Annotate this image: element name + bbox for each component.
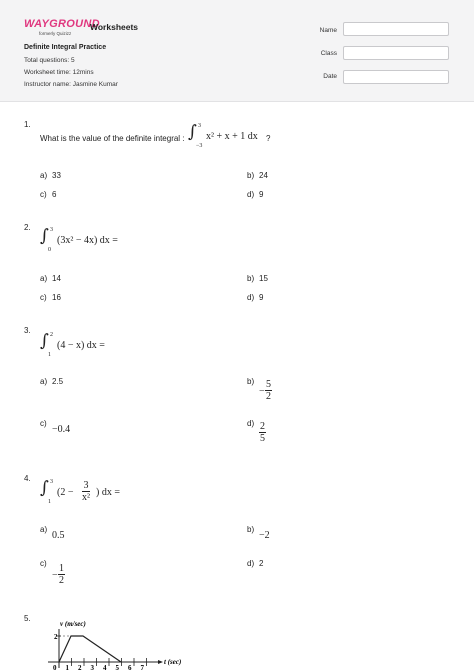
option-b-fraction: $\frac{5}{2}$ <box>266 379 271 402</box>
x-tick-label: 3 <box>90 664 94 670</box>
option-a[interactable]: a) <box>40 525 48 534</box>
integral-sign: ∫ <box>40 478 49 498</box>
worksheet-name: Definite Integral Practice <box>24 44 107 51</box>
integral-sign: ∫ <box>40 226 49 246</box>
option-c-sign: − <box>52 570 58 581</box>
option-c-fraction: $\frac{1}{2}$ <box>59 563 64 586</box>
integral-lower-limit: 0 <box>48 247 51 253</box>
integrand-open: (2 − <box>57 487 74 498</box>
worksheet-time: Worksheet time: 12mins <box>24 69 94 76</box>
option-c[interactable]: c) 16 <box>40 293 61 302</box>
option-b-sign: − <box>259 386 265 397</box>
date-label: Date <box>323 73 337 80</box>
x-tick-label: 4 <box>103 664 107 670</box>
question-2-integral <box>40 226 150 256</box>
question-4-integral <box>40 476 160 510</box>
question-4-number: 4. <box>24 474 31 483</box>
question-1-integral <box>188 122 278 152</box>
integral-upper-limit: 3 <box>50 227 53 233</box>
option-b[interactable]: b) 15 <box>247 274 268 283</box>
integrand-fraction: $\frac{3}{\text{x²}}$ <box>82 480 90 503</box>
integrand: (3x² − 4x) dx = <box>57 235 118 246</box>
x-tick-label: 2 <box>78 664 82 670</box>
integral-sign: ∫ <box>188 122 197 142</box>
x-axis-label: t (sec) <box>164 658 182 666</box>
class-label: Class <box>320 50 337 57</box>
option-c[interactable]: c) 6 <box>40 190 57 199</box>
question-1-prompt: What is the value of the definite integral : <box>40 134 185 143</box>
option-d[interactable]: d) <box>247 419 255 428</box>
option-b-value: −2 <box>259 530 270 541</box>
option-c-value: −0.4 <box>52 424 71 435</box>
integrand: (4 − x) dx = <box>57 340 105 351</box>
name-label: Name <box>319 27 337 34</box>
class-field[interactable] <box>343 46 449 60</box>
option-b[interactable]: b) <box>247 377 255 386</box>
question-5-number: 5. <box>24 614 31 623</box>
integral-upper-limit: 2 <box>50 332 53 338</box>
option-d[interactable]: d) 9 <box>247 293 264 302</box>
integral-sign: ∫ <box>40 331 49 351</box>
option-d-fraction: $\frac{2}{5}$ <box>260 421 265 444</box>
x-tick-label: 0 <box>53 664 57 670</box>
y-axis-label: v (m/sec) <box>60 620 86 628</box>
option-a[interactable]: a) 2.5 <box>40 377 64 386</box>
question-3-number: 3. <box>24 326 31 335</box>
integrand-close: ) dx = <box>96 487 120 498</box>
integral-lower-limit: 1 <box>48 499 51 505</box>
option-a-value: 0.5 <box>52 530 65 541</box>
y-tick-label: 2 <box>54 633 58 641</box>
name-field[interactable] <box>343 22 449 36</box>
option-c[interactable]: c) <box>40 559 47 568</box>
wayground-logo <box>24 18 100 36</box>
integrand: x² + x + 1 dx <box>206 131 258 142</box>
x-tick-label: 5 <box>115 664 119 670</box>
option-d[interactable]: d) 9 <box>247 190 264 199</box>
total-questions: Total questions: 5 <box>24 57 75 64</box>
date-field[interactable] <box>343 70 449 84</box>
option-c[interactable]: c) <box>40 419 47 428</box>
integral-upper-limit: 3 <box>198 123 201 129</box>
integral-upper-limit: 3 <box>50 479 53 485</box>
integral-lower-limit: 1 <box>48 352 51 358</box>
option-a[interactable]: a) 14 <box>40 274 61 283</box>
option-b[interactable]: b) 24 <box>247 171 268 180</box>
question-2-number: 2. <box>24 223 31 232</box>
question-1-suffix: ? <box>266 134 271 143</box>
header-title: Worksheets <box>90 22 139 32</box>
worksheet-header <box>0 0 474 102</box>
option-b[interactable]: b) <box>247 525 255 534</box>
velocity-time-graph <box>40 614 190 670</box>
option-a[interactable]: a) 33 <box>40 171 61 180</box>
x-axis-arrow <box>158 660 163 664</box>
instructor-name: Instructor name: Jasmine Kumar <box>24 81 118 88</box>
x-ticks <box>53 658 147 670</box>
integral-lower-limit: −3 <box>196 143 203 149</box>
question-1-number: 1. <box>24 120 31 129</box>
x-tick-label: 1 <box>65 664 69 670</box>
x-tick-label: 7 <box>140 664 144 670</box>
logo-subtitle: formerly Quizizz <box>39 31 72 36</box>
x-tick-label: 6 <box>128 664 132 670</box>
option-d[interactable]: d) 2 <box>247 559 264 568</box>
velocity-line <box>59 636 121 662</box>
question-3-integral <box>40 331 140 361</box>
logo-text: WAYGROUND <box>24 18 100 30</box>
